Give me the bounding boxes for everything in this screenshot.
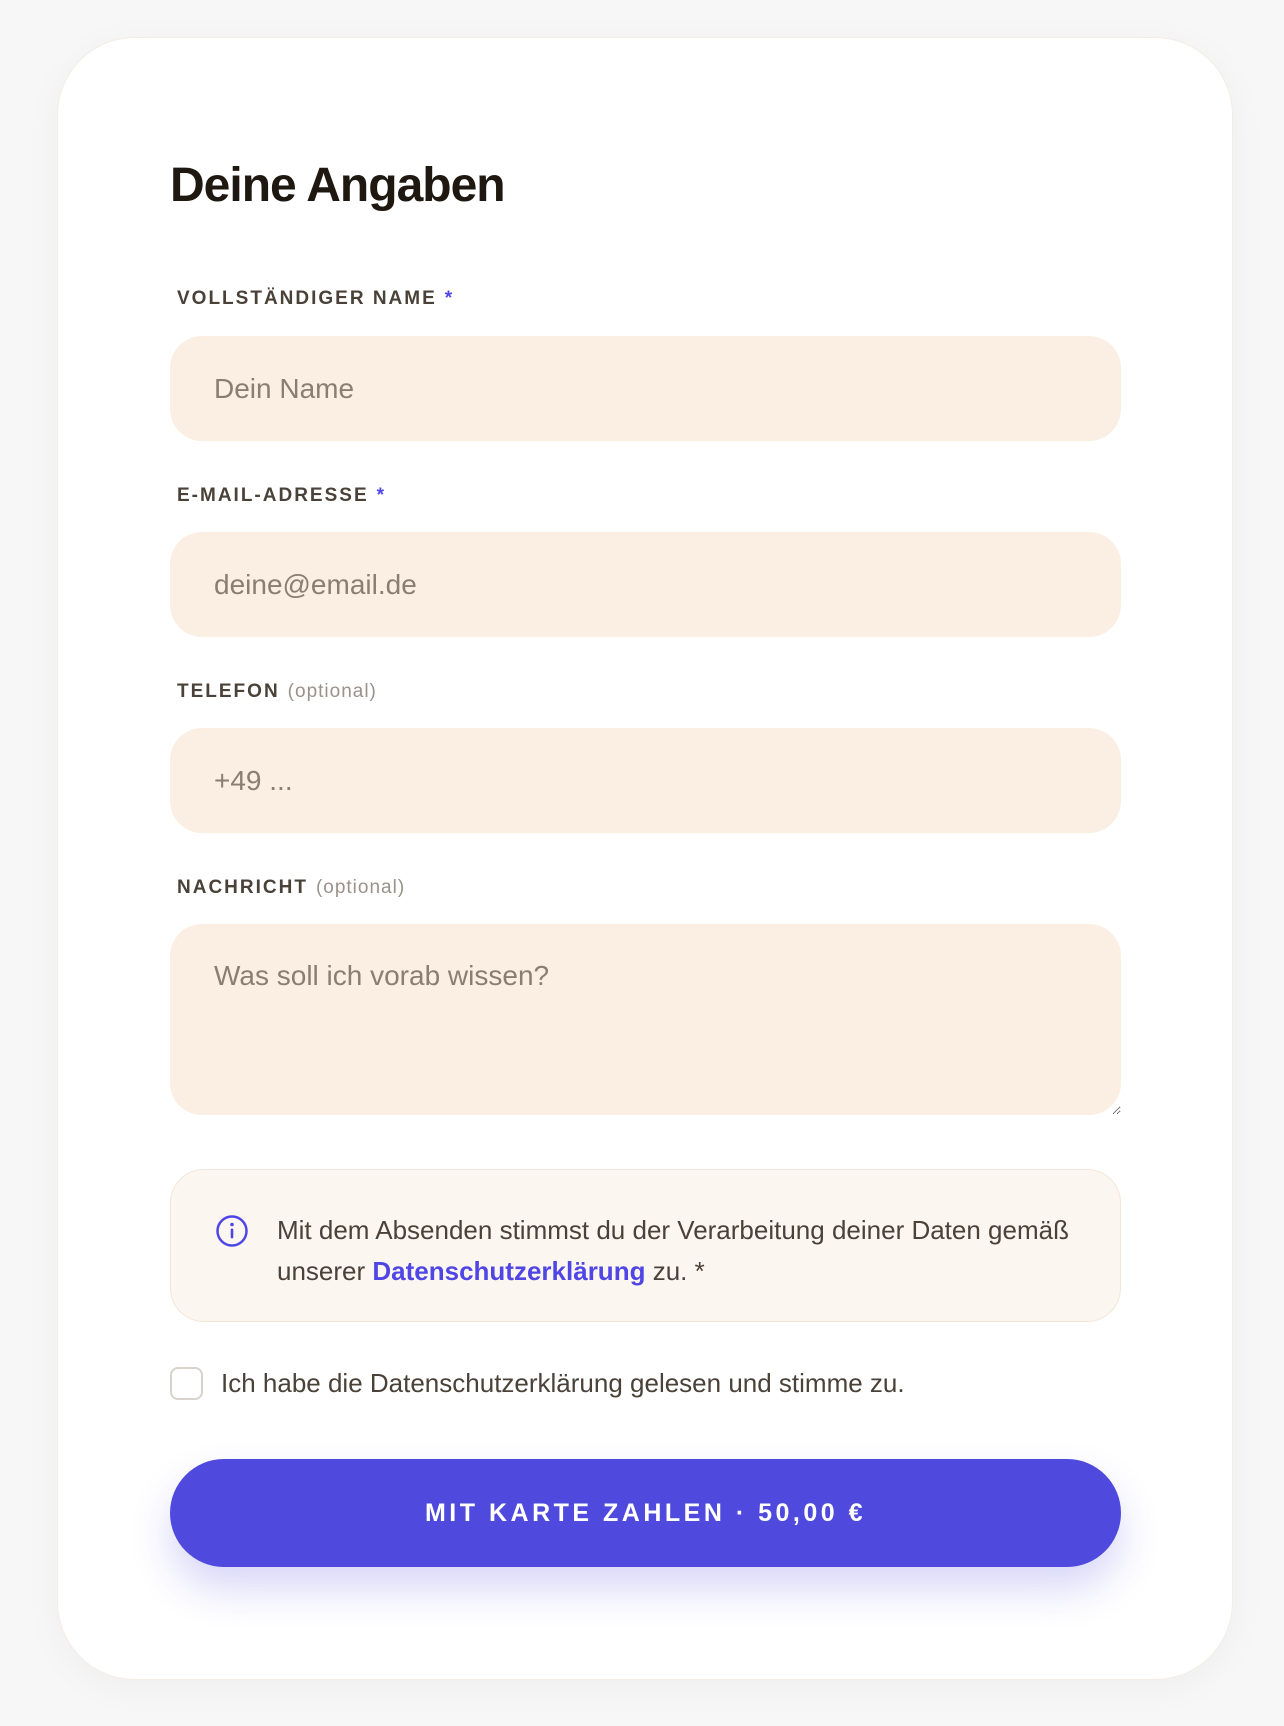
email-label-text: E-MAIL-ADRESSE <box>177 485 369 506</box>
privacy-notice-text <box>277 1210 1080 1321</box>
consent-row[interactable] <box>170 1367 1121 1400</box>
name-input[interactable] <box>170 336 1121 441</box>
email-label <box>177 485 1128 507</box>
phone-label-text: TELEFON <box>177 681 280 702</box>
privacy-policy-link[interactable]: Datenschutzerklärung <box>372 1256 646 1286</box>
required-marker: * <box>444 288 455 309</box>
email-input[interactable] <box>170 532 1121 637</box>
name-label <box>177 288 1128 310</box>
message-textarea[interactable] <box>170 924 1121 1115</box>
consent-label: Ich habe die Datenschutzerklärung gelesen und stimme zu. <box>221 1368 905 1398</box>
optional-marker: (optional) <box>287 681 377 702</box>
name-label-text: VOLLSTÄNDIGER NAME <box>177 288 437 309</box>
notice-text-end: zu. * <box>645 1256 705 1286</box>
optional-marker: (optional) <box>315 877 406 898</box>
phone-input[interactable] <box>170 728 1121 833</box>
notice-text-start: Mit dem Absenden stimmst du der Verarbeitung deiner Daten gemäß unserer <box>277 1215 1069 1286</box>
info-circle-icon <box>215 1214 249 1321</box>
message-label <box>177 877 1128 899</box>
message-label-text: NACHRICHT <box>177 877 308 898</box>
phone-label <box>177 681 1128 703</box>
privacy-notice <box>170 1169 1121 1322</box>
page-title: Deine Angaben <box>170 159 505 212</box>
required-marker: * <box>376 485 387 506</box>
consent-checkbox[interactable] <box>170 1367 203 1400</box>
pay-with-card-button[interactable]: MIT KARTE ZAHLEN · 50,00 € <box>170 1459 1121 1567</box>
form-card <box>57 37 1233 1680</box>
